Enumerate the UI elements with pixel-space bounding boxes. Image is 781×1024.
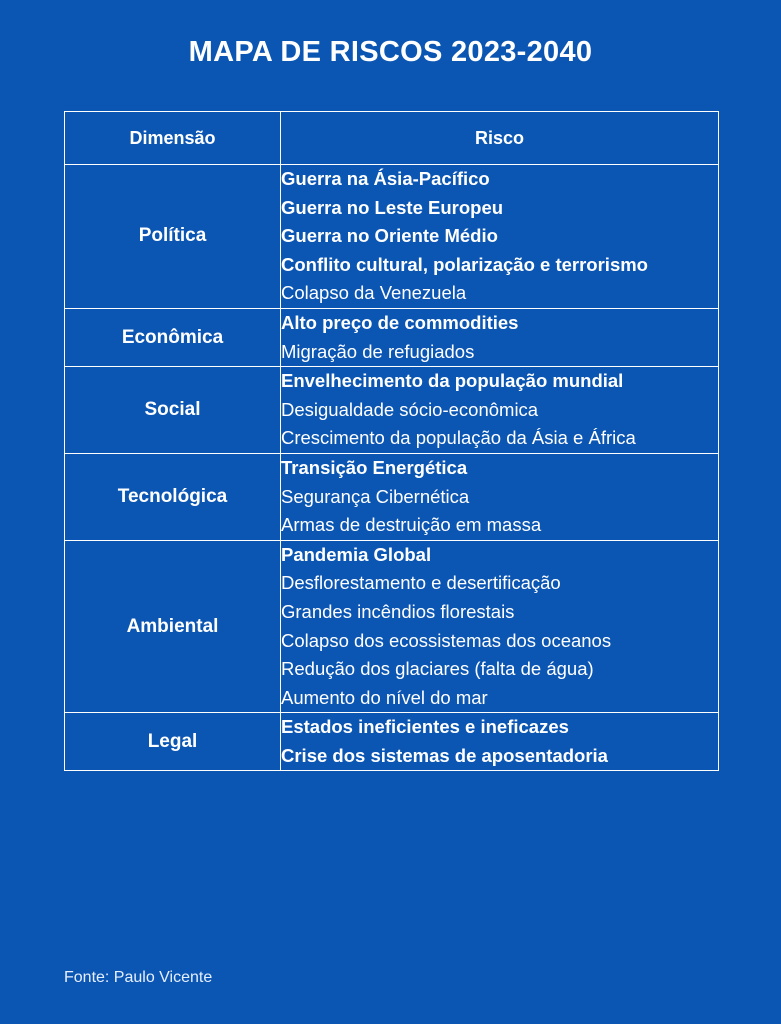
- risk-item: Redução dos glaciares (falta de água): [281, 658, 594, 680]
- table-row: [65, 367, 719, 454]
- risk-list-cell: [281, 453, 719, 540]
- risk-item: Colapso da Venezuela: [281, 282, 467, 304]
- table-body: [65, 165, 719, 771]
- table-row: [65, 540, 719, 713]
- table-row: [65, 453, 719, 540]
- risk-item: Conflito cultural, polarização e terrorismo: [281, 253, 648, 275]
- dimension-cell: Social: [65, 367, 281, 454]
- source-note: Fonte: Paulo Vicente: [64, 969, 213, 986]
- risk-table: [64, 111, 719, 771]
- dimension-cell: Legal: [65, 713, 281, 771]
- risk-item: Guerra na Ásia-Pacífico: [281, 168, 490, 189]
- column-header-dimension: Dimensão: [65, 112, 281, 165]
- risk-list-cell: [281, 367, 719, 454]
- risk-item: Alto preço de commodities: [281, 311, 519, 333]
- risk-list-cell: [281, 540, 719, 713]
- risk-item: Segurança Cibernética: [281, 485, 470, 507]
- risk-item: Crise dos sistemas de aposentadoria: [281, 744, 608, 766]
- risk-item: Transição Energética: [281, 456, 468, 478]
- table-header-row: [65, 112, 719, 165]
- dimension-cell: Econômica: [65, 308, 281, 366]
- risk-item: Guerra no Leste Europeu: [281, 196, 504, 218]
- dimension-cell: Política: [65, 165, 281, 309]
- risk-list-cell: [281, 308, 719, 366]
- risk-item: Guerra no Oriente Médio: [281, 225, 498, 247]
- table-row: [65, 308, 719, 366]
- risk-item: Aumento do nível do mar: [281, 686, 488, 708]
- table-row: [65, 713, 719, 771]
- risk-list-cell: [281, 165, 719, 309]
- risk-item: Migração de refugiados: [281, 340, 475, 362]
- page-title: MAPA DE RISCOS 2023-2040: [188, 36, 593, 68]
- risk-item: Crescimento da população da Ásia e África: [281, 427, 636, 449]
- risk-item: Desigualdade sócio-econômica: [281, 398, 539, 420]
- risk-list-cell: [281, 713, 719, 771]
- table-row: [65, 165, 719, 309]
- dimension-cell: Tecnológica: [65, 453, 281, 540]
- dimension-cell: Ambiental: [65, 540, 281, 713]
- risk-item: Colapso dos ecossistemas dos oceanos: [281, 629, 612, 651]
- risk-item: Estados ineficientes e ineficazes: [281, 716, 569, 738]
- risk-item: Armas de destruição em massa: [281, 514, 542, 536]
- risk-item: Desflorestamento e desertificação: [281, 572, 561, 594]
- risk-item: Pandemia Global: [281, 543, 432, 565]
- risk-item: Grandes incêndios florestais: [281, 600, 515, 622]
- column-header-risk: Risco: [281, 112, 719, 165]
- risk-item: Envelhecimento da população mundial: [281, 370, 624, 392]
